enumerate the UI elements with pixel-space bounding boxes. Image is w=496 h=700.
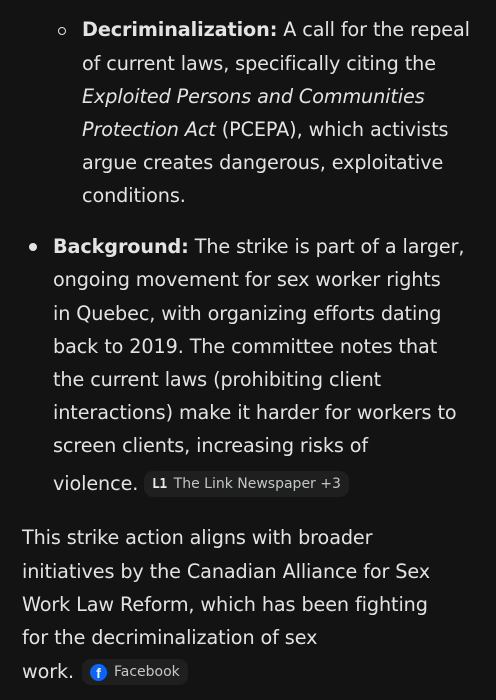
source-chip-the-link[interactable] (144, 471, 349, 497)
text-line: work. (22, 660, 75, 683)
source-chip-facebook[interactable] (82, 659, 188, 685)
text-line: Decriminalization: A call for the repeal (82, 18, 470, 41)
text-line: for the decriminalization of sex (22, 626, 318, 649)
source-chip-label: Facebook (114, 664, 180, 680)
the-link-logo-icon: L1 (152, 476, 167, 492)
text-line: in Quebec, with organizing efforts dating (53, 302, 442, 325)
solid-bullet-marker (29, 243, 37, 251)
bold-label: Decriminalization: (82, 18, 278, 41)
text-line: ongoing movement for sex worker rights (53, 268, 441, 291)
text-line: interactions) make it harder for workers to (53, 401, 457, 424)
text-line: Protection Act (PCEPA), which activists (82, 118, 449, 141)
text-line: Work Law Reform, which has been fighting (22, 593, 428, 616)
text-line: This strike action aligns with broader (22, 526, 373, 549)
text-line: argue creates dangerous, exploitative (82, 151, 444, 174)
text-line: screen clients, increasing risks of (53, 434, 369, 457)
text-line: conditions. (82, 184, 186, 207)
hollow-bullet-marker (58, 27, 66, 35)
italic-title: Protection Act (82, 118, 216, 141)
italic-text-line: Exploited Persons and Communities (82, 85, 425, 108)
facebook-icon: f (90, 664, 107, 681)
source-chip-label: The Link Newspaper +3 (173, 476, 341, 492)
text-line: Background: The strike is part of a larger, (53, 235, 465, 258)
text-line: violence. (53, 472, 139, 495)
text-line: back to 2019. The committee notes that (53, 335, 438, 358)
text-line: initiatives by the Canadian Alliance for Sex (22, 560, 430, 583)
bold-label: Background: (53, 235, 189, 258)
text-line: the current laws (prohibiting client (53, 368, 382, 391)
text-line: of current laws, specifically citing the (82, 52, 436, 75)
